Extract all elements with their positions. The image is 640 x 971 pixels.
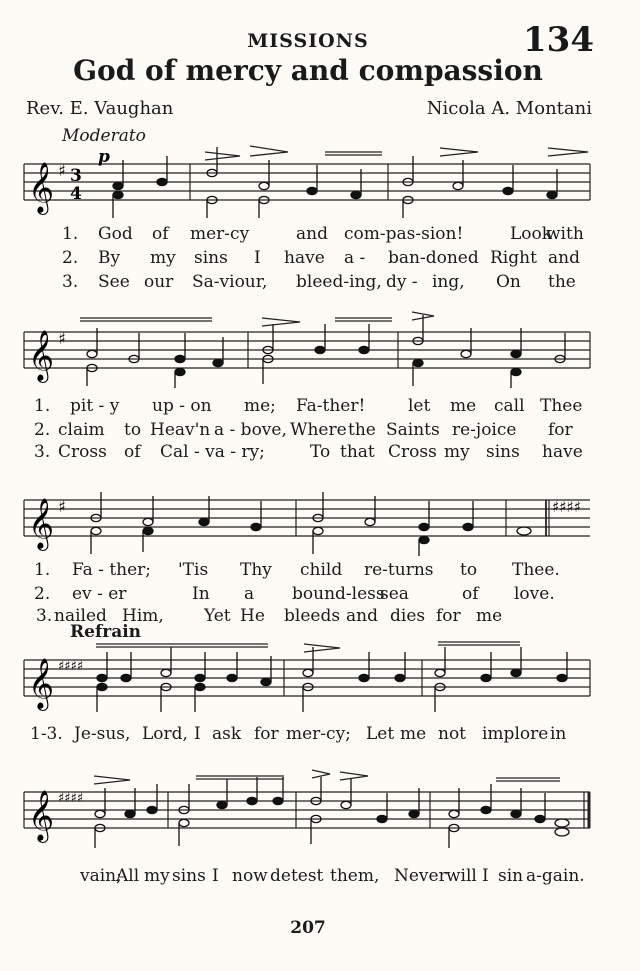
lyric-syllable: 2. [34,420,51,440]
lyric-syllable: nailed [54,606,107,626]
tempo-marking: Moderato [62,126,146,146]
staff-system-1 [0,140,640,220]
lyric-syllable: Lord, [142,724,188,744]
lyric-syllable: I [482,866,489,886]
lyric-syllable: for [254,724,279,744]
lyric-line-1-1 [0,224,640,248]
lyric-syllable: a - bove, [214,420,287,440]
lyric-syllable: 1-3. [30,724,63,744]
lyric-syllable: Yet [204,606,231,626]
composer-credit: Nicola A. Montani [426,98,592,119]
lyric-syllable: Fa - ther; [72,560,152,580]
treble-clef-icon: 𝄞 [28,330,55,381]
lyric-syllable: Cross [58,442,107,462]
treble-clef-icon: 𝄞 [28,162,55,213]
staff-system-5 [0,768,640,848]
sharp-icon: ♯ [58,161,66,180]
lyric-syllable: ban-doned [388,248,479,268]
lyric-syllable: 1. [62,224,79,244]
treble-clef-icon: 𝄞 [28,790,55,841]
lyric-syllable: pit - y [70,396,120,416]
lyric-syllable: vain; [80,866,122,886]
key-signature-sharps-icon: ♯♯♯♯ [58,659,84,674]
lyric-syllable: 2. [62,248,79,268]
lyric-syllable: and [548,248,580,268]
lyric-syllable: the [548,272,576,292]
lyric-syllable: re-turns [364,560,434,580]
lyric-syllable: in [550,724,567,744]
lyric-syllable: our [144,272,174,292]
lyric-syllable: have [542,442,583,462]
lyric-syllable: that [340,442,375,462]
lyric-syllable: and [296,224,328,244]
lyric-syllable: I [254,248,261,268]
lyric-syllable: child [300,560,343,580]
lyric-syllable: Never [394,866,447,886]
lyric-syllable: bleed-ing, [296,272,382,292]
hymn-number: 134 [523,20,594,60]
lyric-syllable: ask [212,724,242,744]
lyric-syllable: 'Tis [178,560,209,580]
lyric-syllable: Thee. [512,560,560,580]
lyric-syllable: them, [330,866,380,886]
author-credit: Rev. E. Vaughan [26,98,174,119]
lyric-syllable: of [462,584,479,604]
lyric-syllable: All [116,866,140,886]
lyric-line-3-3 [0,606,640,630]
staff-system-3 [0,476,640,556]
lyric-syllable: implore [482,724,549,744]
lyric-syllable: and [346,606,378,626]
lyric-syllable: 1. [34,396,51,416]
lyric-line-2-1 [0,396,640,420]
lyric-syllable: have [284,248,325,268]
lyric-syllable: not [438,724,467,744]
lyric-syllable: to [124,420,142,440]
lyric-syllable: I [194,724,201,744]
lyric-syllable: a - [344,248,366,268]
lyric-syllable: call [494,396,525,416]
lyric-syllable: claim [58,420,105,440]
lyric-line-3-2 [0,584,640,608]
lyric-syllable: for [436,606,461,626]
lyric-syllable: ing, [432,272,465,292]
lyric-syllable: 3. [36,606,53,626]
lyric-syllable: to [460,560,478,580]
lyric-syllable: 3. [34,442,51,462]
lyric-syllable: of [152,224,169,244]
lyric-syllable: On [496,272,521,292]
section-heading: MISSIONS [247,30,369,52]
lyric-syllable: of [124,442,141,462]
refrain-label: Refrain [70,622,142,642]
lyric-syllable: ev - er [72,584,127,604]
staff-system-4 [0,636,640,716]
lyric-line-2-2 [0,420,640,444]
lyric-syllable: Right [490,248,537,268]
page-number: 207 [290,918,326,938]
lyric-line-3-1 [0,560,640,584]
lyric-syllable: He [240,606,265,626]
lyric-syllable: sin [498,866,524,886]
lyric-syllable: detest [270,866,324,886]
lyric-syllable: Fa-ther! [296,396,366,416]
lyric-syllable: sea [380,584,409,604]
lyric-syllable: my [150,248,176,268]
lyric-syllable: sins [194,248,228,268]
lyric-syllable: Let [366,724,395,744]
lyric-syllable: To [310,442,331,462]
lyric-syllable: me [400,724,427,744]
lyric-syllable: See [98,272,130,292]
lyric-syllable: a [244,584,255,604]
lyric-syllable: with [546,224,584,244]
lyric-syllable: Cross [388,442,437,462]
lyric-syllable: Him, [122,606,164,626]
lyric-syllable: me; [244,396,276,416]
lyric-syllable: sins [172,866,206,886]
lyric-syllable: Saints [386,420,440,440]
lyric-syllable: I [212,866,219,886]
lyric-syllable: me [476,606,503,626]
lyric-syllable: up - on [152,396,212,416]
lyric-syllable: will [446,866,477,886]
sharp-icon: ♯ [58,329,66,348]
lyric-line-1-2 [0,248,640,272]
lyric-syllable: sins [486,442,520,462]
lyric-syllable: my [444,442,470,462]
lyric-syllable: 2. [34,584,51,604]
lyric-syllable: God [98,224,133,244]
staff-system-2 [0,308,640,388]
lyric-line-5-1 [0,866,640,890]
lyric-syllable: 1. [34,560,51,580]
treble-clef-icon: 𝄞 [28,498,55,549]
lyric-syllable: re-joice [452,420,517,440]
lyric-syllable: Thy [240,560,272,580]
lyric-syllable: Where [290,420,347,440]
lyric-syllable: mer-cy; [286,724,351,744]
lyric-syllable: let [408,396,431,416]
lyric-syllable: dy - [386,272,418,292]
lyric-syllable: com-pas-sion! [344,224,464,244]
lyric-line-4-1 [0,724,640,748]
lyric-syllable: now [232,866,268,886]
lyric-syllable: bleeds [284,606,341,626]
lyric-syllable: my [144,866,170,886]
lyric-syllable: 3. [62,272,79,292]
lyric-syllable: Je-sus, [74,724,131,744]
lyric-syllable: By [98,248,121,268]
lyric-syllable: love. [514,584,555,604]
key-signature-sharps-icon: ♯♯♯♯ [58,791,84,806]
lyric-syllable: mer-cy [190,224,250,244]
lyric-syllable: Look [510,224,553,244]
lyric-syllable: the [348,420,376,440]
sharp-icon: ♯ [58,497,66,516]
time-signature-top: 3 [70,166,82,186]
dynamic-marking: p [98,147,110,167]
key-change-sharps-icon: ♯♯♯♯ [552,498,582,516]
lyric-syllable: Sa-viour, [192,272,268,292]
lyric-syllable: a-gain. [526,866,585,886]
lyric-syllable: Thee [540,396,583,416]
lyric-syllable: dies [390,606,426,626]
lyric-syllable: Cal - va - ry; [160,442,265,462]
hymn-title: God of mercy and compassion [73,54,543,87]
lyric-line-1-3 [0,272,640,296]
lyric-syllable: bound-less [292,584,385,604]
time-signature-bottom: 4 [70,184,82,204]
lyric-syllable: Heav'n [150,420,211,440]
lyric-syllable: In [192,584,210,604]
lyric-syllable: for [548,420,573,440]
lyric-syllable: me [450,396,477,416]
lyric-line-2-3 [0,442,640,466]
treble-clef-icon: 𝄞 [28,658,55,709]
